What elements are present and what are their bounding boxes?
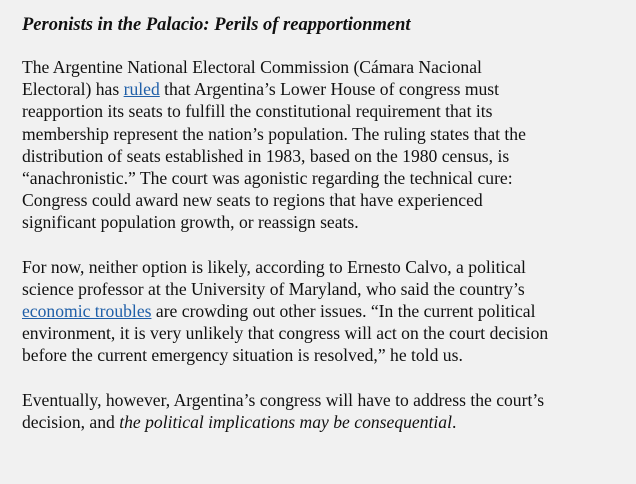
paragraph-3 [22,389,630,433]
text-fragment: are crowding out other issues. “In the current political [151,301,536,322]
headline: Peronists in the Palacio: Perils of reapportionment [22,15,411,35]
economic-troubles-link[interactable]: economic troubles [22,301,152,322]
text-fragment: Electoral) has [22,79,124,100]
paragraph-line: Eventually, however, Argentina’s congress will have to address the court’s [22,389,545,410]
paragraph-line: For now, neither option is likely, according to Ernesto Calvo, a political [22,256,526,277]
paragraph-1 [22,56,630,234]
ruled-link[interactable]: ruled [123,79,160,100]
paragraph-line: reapportion its seats to fulfill the constitutional requirement that its [22,101,493,122]
paragraph-line [22,300,630,322]
paragraph-line [22,78,630,100]
paragraph-2 [22,256,630,367]
paragraph-line: distribution of seats established in 1983, based on the 1980 census, is [22,145,510,166]
paragraph-line: significant population growth, or reassign seats. [22,212,359,233]
paragraph-line: Congress could award new seats to regions that have experienced [22,190,483,211]
paragraph-line: membership represent the nation’s population. The ruling states that the [22,123,526,144]
paragraph-line: “anachronistic.” The court was agonistic regarding the technical cure: [22,168,513,189]
paragraph-line: before the current emergency situation is resolved,” he told us. [22,345,463,366]
paragraph-line [22,411,630,433]
paragraph-line: science professor at the University of Maryland, who said the country’s [22,278,525,299]
paragraph-line: environment, it is very unlikely that congress will act on the court decision [22,323,549,344]
article [22,14,630,433]
text-fragment: that Argentina’s Lower House of congress must [159,79,500,100]
emphasized-text: the political implications may be consequential [119,411,452,432]
text-fragment: . [452,411,457,432]
text-fragment: decision, and [22,411,120,432]
paragraph-line: The Argentine National Electoral Commission (Cámara Nacional [22,57,482,77]
